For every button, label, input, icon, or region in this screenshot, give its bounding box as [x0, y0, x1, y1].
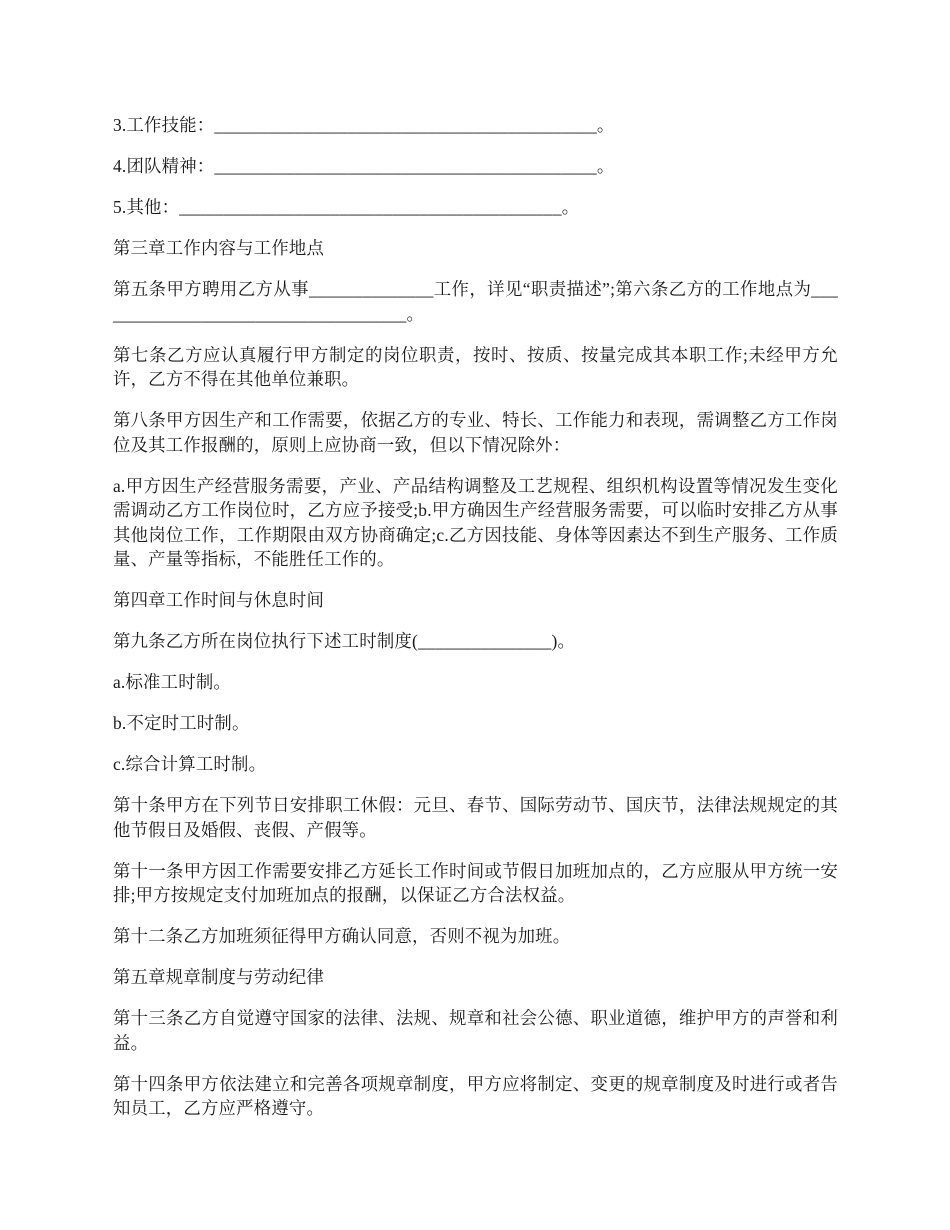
clause-work-skills: 3.工作技能：___________________________________________。	[113, 115, 615, 135]
article-9: 第九条乙方所在岗位执行下述工时制度(_______________)。	[113, 631, 576, 651]
article-7: 第七条乙方应认真履行甲方制定的岗位职责，按时、按质、按量完成其本职工作;未经甲方允许，乙方不得在其他单位兼职。	[113, 344, 838, 389]
chapter-3-heading: 第三章工作内容与工作地点	[113, 238, 325, 258]
article-5-6: 第五条甲方聘用乙方从事______________工作，详见“职责描述”;第六条乙方的工作地点为____________________________________。	[113, 279, 838, 324]
article-11: 第十一条甲方因工作需要安排乙方延长工作时间或节假日加班加点的，乙方应服从甲方统一安排;甲方按规定支付加班加点的报酬，以保证乙方合法权益。	[113, 860, 838, 905]
chapter-4-heading: 第四章工作时间与休息时间	[113, 590, 325, 610]
chapter-5-heading: 第五章规章制度与劳动纪律	[113, 967, 325, 987]
article-8-exceptions: a.甲方因生产经营服务需要，产业、产品结构调整及工艺规程、组织机构设置等情况发生变化需调动乙方工作岗位时，乙方应予接受;b.甲方确因生产经营服务需要，可以临时安排乙方从事其他岗位工作，工作期限由双方协商确定;c.乙方因技能、身体等因素达不到生产服务、工作质量、产量等指标，不能胜任工作的。	[113, 475, 838, 569]
clause-other: 5.其他：___________________________________________。	[113, 197, 580, 217]
option-comprehensive-hours: c.综合计算工时制。	[113, 754, 267, 774]
article-8: 第八条甲方因生产和工作需要，依据乙方的专业、特长、工作能力和表现，需调整乙方工作岗位及其工作报酬的，原则上应协商一致，但以下情况除外：	[113, 410, 838, 455]
option-flexible-hours: b.不定时工时制。	[113, 713, 250, 733]
article-13: 第十三条乙方自觉遵守国家的法律、法规、规章和社会公德、职业道德，维护甲方的声誉和利益。	[113, 1008, 838, 1053]
article-12: 第十二条乙方加班须征得甲方确认同意，否则不视为加班。	[113, 926, 571, 946]
option-standard-hours: a.标准工时制。	[113, 672, 232, 692]
clause-team-spirit: 4.团队精神：___________________________________________。	[113, 156, 615, 176]
article-10: 第十条甲方在下列节日安排职工休假：元旦、春节、国际劳动节、国庆节，法律法规规定的其他节假日及婚假、丧假、产假等。	[113, 795, 838, 840]
article-14: 第十四条甲方依法建立和完善各项规章制度，甲方应将制定、变更的规章制度及时进行或者告知员工，乙方应严格遵守。	[113, 1073, 838, 1118]
